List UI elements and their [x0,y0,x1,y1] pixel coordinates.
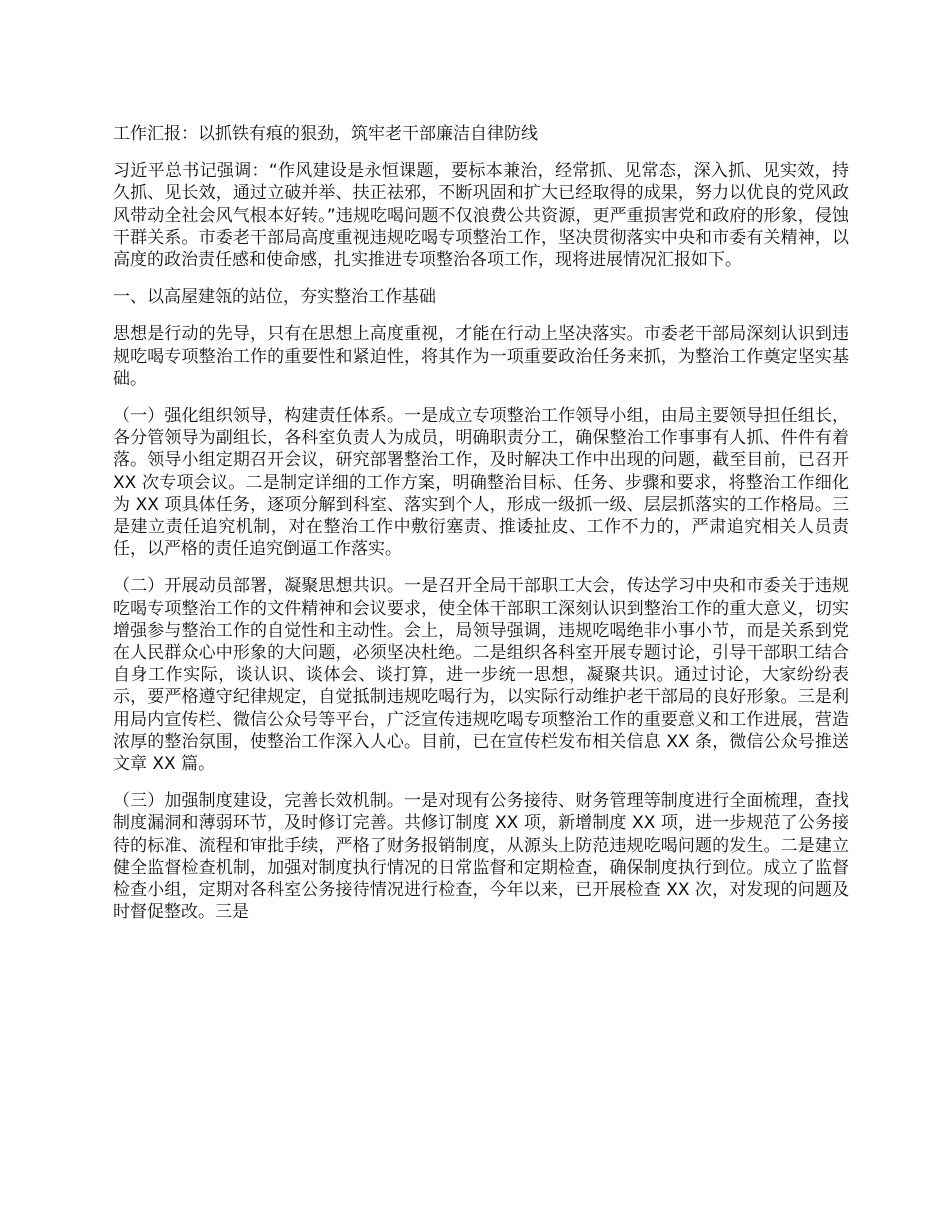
subsection-2-paragraph: （二）开展动员部署，凝聚思想共识。一是召开全局干部职工大会，传达学习中央和市委关于违规吃喝专项整治工作的文件精神和会议要求，使全体干部职工深刻认识到整治工作的重大意义，切实增强参与整治工作的自觉性和主动性。会上，局领导强调，违规吃喝绝非小事小节，而是关系到党在人民群众心中形象的大问题，必须坚决杜绝。二是组织各科室开展专题讨论，引导干部职工结合自身工作实际，谈认识、谈体会、谈打算，进一步统一思想，凝聚共识。通过讨论，大家纷纷表示，要严格遵守纪律规定，自觉抵制违规吃喝行为，以实际行动维护老干部局的良好形象。三是利用局内宣传栏、微信公众号等平台，广泛宣传违规吃喝专项整治工作的重要意义和工作进展，营造浓厚的整治氛围，使整治工作深入人心。目前，已在宣传栏发布相关信息 XX 条，微信公众号推送文章 XX 篇。 [113,576,849,775]
section-heading-1: 一、以高屋建瓴的站位，夯实整治工作基础 [113,287,436,308]
document-page [113,123,849,939]
section-1-intro-paragraph: 思想是行动的先导，只有在思想上高度重视，才能在行动上坚决落实。市委老干部局深刻认识到违规吃喝专项整治工作的重要性和紧迫性，将其作为一项重要政治任务来抓，为整治工作奠定坚实基础。 [113,324,849,389]
subsection-1-paragraph: （一）强化组织领导，构建责任体系。一是成立专项整治工作领导小组，由局主要领导担任组长，各分管领导为副组长，各科室负责人为成员，明确职责分工，确保整治工作事事有人抓、件件有着落。领导小组定期召开会议，研究部署整治工作，及时解决工作中出现的问题，截至目前，已召开 XX 次专项会议。二是制定详细的工作方案，明确整治目标、任务、步骤和要求，将整治工作细化为 XX 项具体任务，逐项分解到科室、落实到个人，形成一级抓一级、层层抓落实的工作格局。三是建立责任追究机制，对在整治工作中敷衍塞责、推诿扯皮、工作不力的，严肃追究相关人员责任，以严格的责任追究倒逼工作落实。 [113,406,849,560]
subsection-3-paragraph: （三）加强制度建设，完善长效机制。一是对现有公务接待、财务管理等制度进行全面梳理，查找制度漏洞和薄弱环节，及时修订完善。共修订制度 XX 项，新增制度 XX 项，进一步规范了公务接待的标准、流程和审批手续，严格了财务报销制度，从源头上防范违规吃喝问题的发生。二是建立健全监督检查机制，加强对制度执行情况的日常监督和定期检查，确保制度执行到位。成立了监督检查小组，定期对各科室公务接待情况进行检查，今年以来，已开展检查 XX 次，对发现的问题及时督促整改。三是 [113,791,849,923]
intro-paragraph: 习近平总书记强调：“作风建设是永恒课题，要标本兼治，经常抓、见常态，深入抓、见实效，持久抓、见长效，通过立破并举、扶正祛邪，不断巩固和扩大已经取得的成果，努力以优良的党风政风带动全社会风气根本好转。”违规吃喝问题不仅浪费公共资源，更严重损害党和政府的形象，侵蚀干群关系。市委老干部局高度重视违规吃喝专项整治工作，坚决贯彻落实中央和市委有关精神，以高度的政治责任感和使命感，扎实推进专项整治各项工作，现将进展情况汇报如下。 [113,161,849,271]
document-title: 工作汇报：以抓铁有痕的狠劲，筑牢老干部廉洁自律防线 [113,124,538,144]
